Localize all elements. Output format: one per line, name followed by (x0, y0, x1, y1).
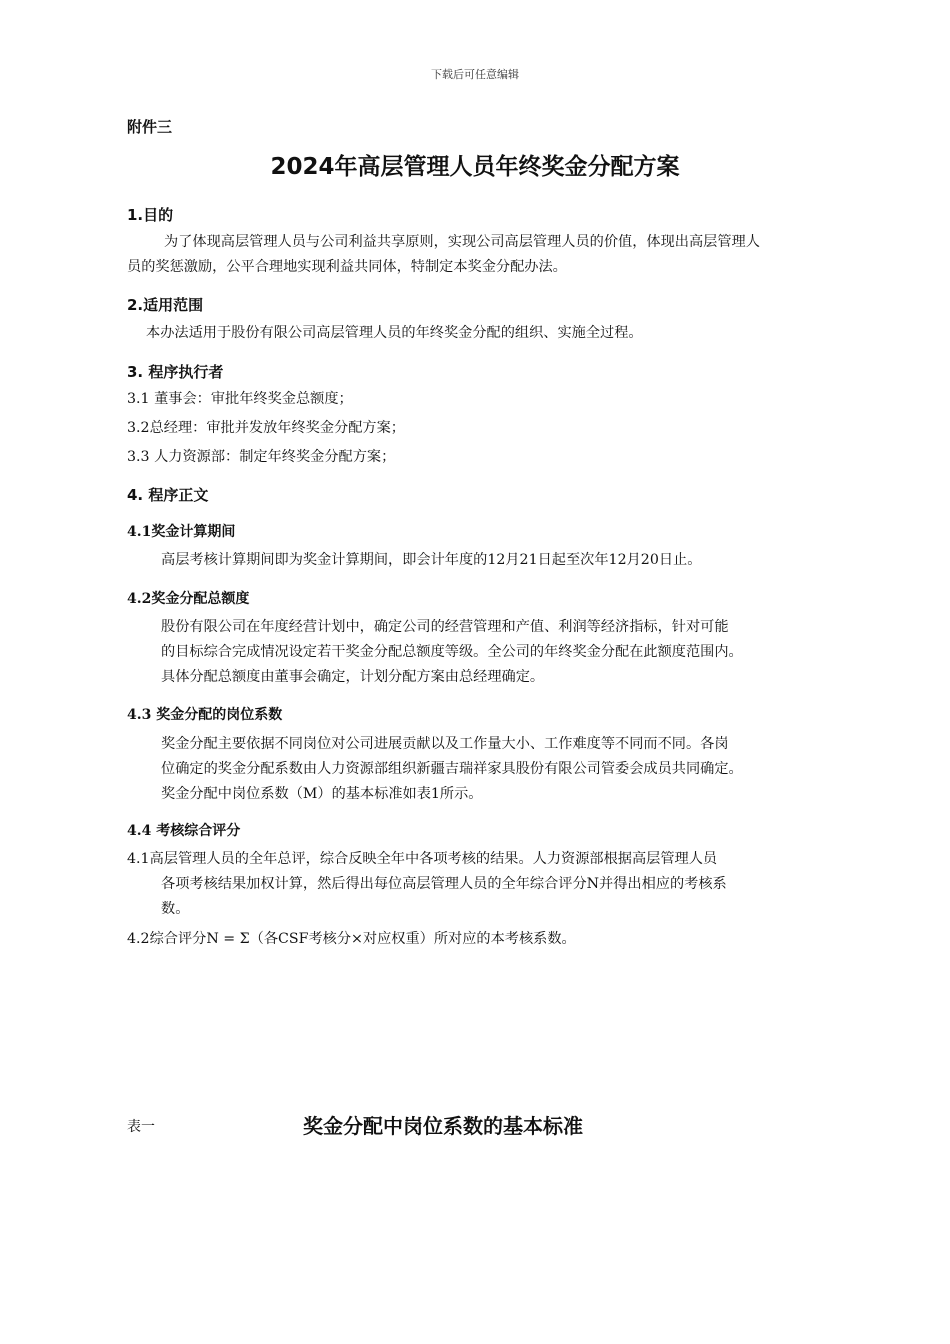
document-title: 2024年高层管理人员年终奖金分配方案 (270, 154, 680, 180)
section-4-2-heading: 4.2奖金分配总额度 (127, 591, 250, 607)
section-4-4-line-3: 数。 (161, 901, 190, 917)
section-4-2-line-1: 股份有限公司在年度经营计划中，确定公司的经营管理和产值、利润等经济指标，针对可能 (161, 619, 729, 635)
section-4-4-line-2: 各项考核结果加权计算，然后得出每位高层管理人员的全年综合评分N并得出相应的考核系 (161, 876, 727, 892)
section-4-heading: 4. 程序正文 (127, 486, 209, 504)
table-title: 奖金分配中岗位系数的基本标准 (303, 1114, 583, 1138)
section-4-4-heading: 4.4 考核综合评分 (127, 823, 241, 839)
section-4-2-line-2: 的目标综合完成情况设定若干奖金分配总额度等级。全公司的年终奖金分配在此额度范围内。 (161, 644, 743, 660)
section-3-heading: 3. 程序执行者 (127, 363, 224, 381)
section-2-heading: 2.适用范围 (127, 296, 204, 314)
section-4-4-line-4: 4.2综合评分N = Σ（各CSF考核分×对应权重）所对应的本考核系数。 (127, 931, 576, 947)
section-4-3-heading: 4.3 奖金分配的岗位系数 (127, 707, 283, 723)
section-4-3-line-2: 位确定的奖金分配系数由人力资源部组织新疆吉瑞祥家具股份有限公司管委会成员共同确定。 (161, 761, 743, 777)
section-4-3-line-3: 奖金分配中岗位系数（M）的基本标准如表1所示。 (161, 786, 483, 802)
section-4-1-heading: 4.1奖金计算期间 (127, 524, 236, 540)
section-3-item-1: 3.1 董事会：审批年终奖金总额度； (127, 391, 353, 407)
section-4-4-line-1: 4.1高层管理人员的全年总评，综合反映全年中各项考核的结果。人力资源部根据高层管理人员 (127, 851, 718, 867)
section-2-line: 本办法适用于股份有限公司高层管理人员的年终奖金分配的组织、实施全过程。 (146, 325, 643, 341)
table-label: 表一 (127, 1119, 155, 1135)
section-4-1-line: 高层考核计算期间即为奖金计算期间，即会计年度的12月21日起至次年12月20日止。 (161, 552, 702, 568)
section-1-line-2: 员的奖惩激励，公平合理地实现利益共同体，特制定本奖金分配办法。 (127, 259, 567, 275)
section-1-heading: 1.目的 (127, 206, 174, 224)
section-4-2-line-3: 具体分配总额度由董事会确定，计划分配方案由总经理确定。 (161, 669, 545, 685)
page-header: 下载后可任意编辑 (431, 68, 519, 81)
attachment-label: 附件三 (127, 118, 173, 136)
section-4-3-line-1: 奖金分配主要依据不同岗位对公司进展贡献以及工作量大小、工作难度等不同而不同。各岗 (161, 736, 729, 752)
section-1-line-1: 为了体现高层管理人员与公司利益共享原则，实现公司高层管理人员的价值，体现出高层管理人 (164, 234, 760, 250)
section-3-item-3: 3.3 人力资源部：制定年终奖金分配方案； (127, 449, 396, 465)
section-3-item-2: 3.2总经理：审批并发放年终奖金分配方案； (127, 420, 405, 436)
